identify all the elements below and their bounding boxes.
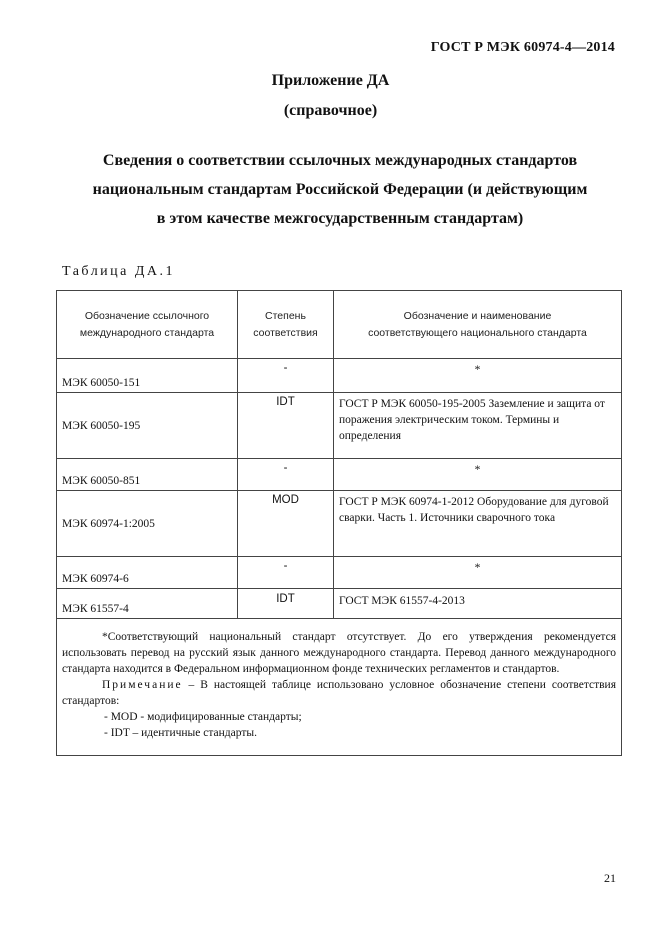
cell-degree: IDT (238, 589, 334, 619)
note-text: – В настоящей таблице использовано условное обозначение степени соответствия стандартов: (62, 679, 616, 707)
cell-national: * (334, 459, 622, 491)
note-item: - MOD - модифицированные стандарты; (104, 711, 302, 723)
header-col2-line1: Степень (265, 309, 306, 322)
main-title-line-3: в этом качестве межгосударственным стандартам) (156, 210, 524, 227)
cell-intl: МЭК 61557-4 (57, 589, 238, 619)
document-code-header: ГОСТ Р МЭК 60974-4—2014 (430, 40, 615, 55)
main-title (50, 146, 630, 233)
appendix-title: Приложение ДА (271, 72, 390, 89)
cell-intl: МЭК 60050-851 (57, 459, 238, 491)
page-number: 21 (604, 871, 616, 885)
appendix-subtitle: (справочное) (283, 102, 378, 119)
cell-national: * (334, 359, 622, 393)
cell-intl: МЭК 60050-195 (57, 393, 238, 459)
cell-intl: МЭК 60974-6 (57, 557, 238, 589)
footnote-text: *Соответствующий национальный стандарт отсутствует. До его утверждения рекомендуется использовать перевод на русский язык данного международного стандарта. Перевод данного международного стандарта находится в Федеральном информационном фонде технических регламентов и стандартов. (62, 631, 616, 675)
table-notes (57, 619, 622, 756)
main-title-line-2: национальным стандартам Российской Федерации (и действующим (92, 181, 588, 198)
header-col1-line2: международного стандарта (79, 326, 215, 339)
header-degree (238, 291, 334, 359)
cell-degree: - (238, 359, 334, 393)
cell-intl: МЭК 60050-151 (57, 359, 238, 393)
table-row (57, 589, 622, 619)
table-note-row (57, 619, 622, 756)
table-row (57, 359, 622, 393)
table-row (57, 459, 622, 491)
cell-degree: - (238, 557, 334, 589)
correspondence-table (56, 290, 622, 756)
main-title-line-1: Сведения о соответствии ссылочных международных стандартов (102, 152, 578, 169)
table-caption: Таблица ДА.1 (62, 264, 176, 279)
note-label: Примечание (102, 679, 183, 691)
table-row (57, 557, 622, 589)
cell-national: ГОСТ МЭК 61557-4-2013 (334, 589, 622, 619)
table-row (57, 491, 622, 557)
header-col1-line1: Обозначение ссылочного (84, 309, 210, 322)
table-header-row (57, 291, 622, 359)
header-col2-line2: соответствия (253, 326, 318, 339)
cell-national: ГОСТ Р МЭК 60974-1-2012 Оборудование для дуговой сварки. Часть 1. Источники сварочного тока (334, 491, 622, 557)
cell-degree: - (238, 459, 334, 491)
table-row (57, 393, 622, 459)
cell-intl: МЭК 60974-1:2005 (57, 491, 238, 557)
note-item: - IDT – идентичные стандарты. (104, 727, 257, 739)
cell-national: * (334, 557, 622, 589)
header-national-standard (334, 291, 622, 359)
cell-degree: MOD (238, 491, 334, 557)
header-international-standard (57, 291, 238, 359)
note-paragraph (62, 677, 616, 709)
cell-degree: IDT (238, 393, 334, 459)
header-col3-line2: соответствующего национального стандарта (368, 326, 587, 339)
cell-national: ГОСТ Р МЭК 60050-195-2005 Заземление и защита от поражения электрическим током. Термины и определения (334, 393, 622, 459)
header-col3-line1: Обозначение и наименование (403, 309, 552, 322)
